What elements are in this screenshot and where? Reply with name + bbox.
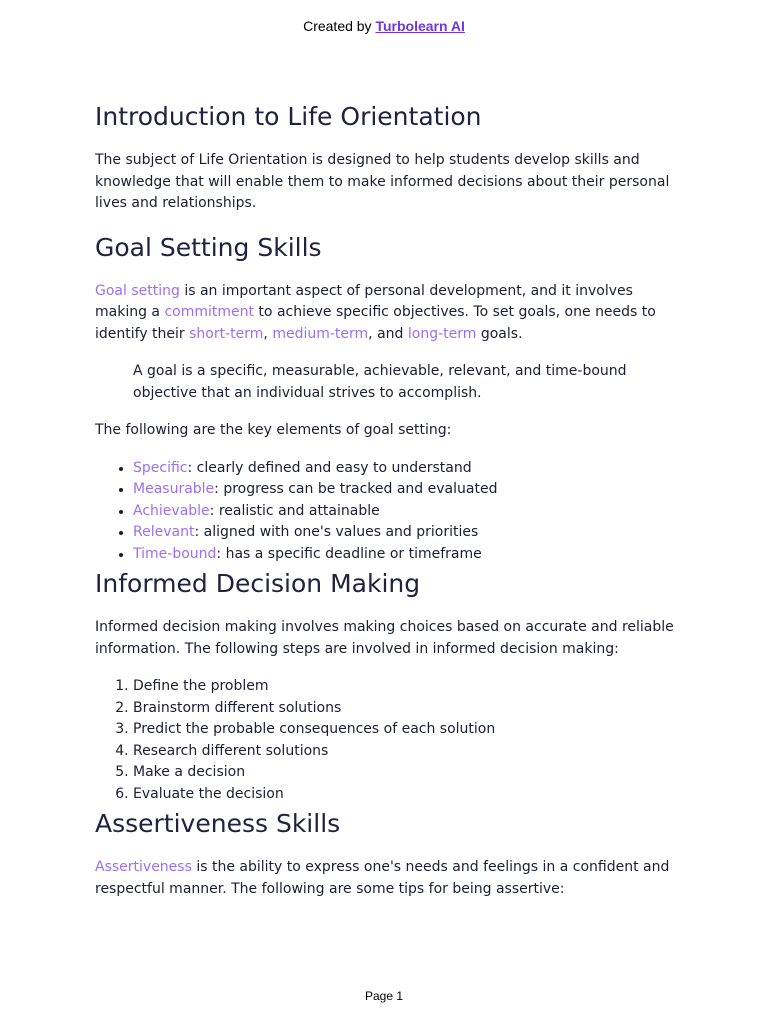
created-by-label: Created by: [303, 18, 376, 34]
decision-steps-list: [95, 676, 675, 805]
list-item: • Achievable: realistic and attainable: [133, 501, 675, 523]
list-item: • Measurable: progress can be tracked and evaluated: [133, 479, 675, 501]
term-medium-term: medium-term: [272, 325, 369, 342]
term-short-term: short-term: [189, 325, 264, 342]
term-time-bound: Time-bound: [133, 545, 217, 562]
turbolearn-link[interactable]: Turbolearn AI: [375, 18, 465, 34]
goal-setting-paragraph: Goal setting is an important aspect of personal development, and it involves making a commitment to achieve specific objectives. To set goals, one needs to identify their short-term, medium-term, and long-term goals.: [95, 282, 656, 342]
decision-making-paragraph: Informed decision making involves making choices based on accurate and reliable information. The following steps are involved in informed decision making:: [95, 619, 674, 657]
document-body: [95, 96, 675, 916]
list-item: 3. Predict the probable consequences of each solution: [133, 719, 675, 741]
assertiveness-paragraph: Assertiveness is the ability to express one's needs and feelings in a confident and respectful manner. The following are some tips for being assertive:: [95, 859, 670, 897]
list-item: 2. Brainstorm different solutions: [133, 698, 675, 720]
list-item: 4. Research different solutions: [133, 741, 675, 763]
decision-making-heading: Informed Decision Making: [95, 569, 421, 598]
goal-elements-intro: The following are the key elements of goal setting:: [95, 422, 452, 438]
assertiveness-heading: Assertiveness Skills: [95, 809, 341, 838]
term-assertiveness: Assertiveness: [95, 859, 192, 875]
list-item: • Relevant: aligned with one's values and priorities: [133, 522, 675, 544]
intro-paragraph: The subject of Life Orientation is designed to help students develop skills and knowledge that will enable them to make informed decisions about their personal lives and relationships.: [95, 152, 670, 211]
term-long-term: long-term: [407, 325, 477, 342]
list-item: 5. Make a decision: [133, 762, 675, 784]
term-relevant: Relevant: [133, 524, 195, 540]
page-number: Page 1: [364, 989, 404, 1003]
page-title: Introduction to Life Orientation: [95, 102, 482, 131]
term-commitment: commitment: [164, 304, 254, 320]
goal-setting-heading: Goal Setting Skills: [95, 232, 322, 262]
term-specific: Specific: [133, 459, 188, 476]
term-achievable: Achievable: [133, 502, 210, 519]
term-goal-setting: Goal setting: [95, 282, 180, 299]
goal-elements-list: [95, 458, 675, 566]
goal-definition-quote: A goal is a specific, measurable, achievable, relevant, and time-bound objective that an individual strives to accomplish.: [133, 363, 627, 401]
list-item: • Time-bound: has a specific deadline or timeframe: [133, 544, 675, 566]
page-header: [0, 18, 768, 34]
list-item: 1. Define the problem: [133, 676, 675, 698]
list-item: 6. Evaluate the decision: [133, 784, 675, 806]
term-measurable: Measurable: [133, 481, 215, 497]
list-item: • Specific: clearly defined and easy to understand: [133, 458, 675, 480]
